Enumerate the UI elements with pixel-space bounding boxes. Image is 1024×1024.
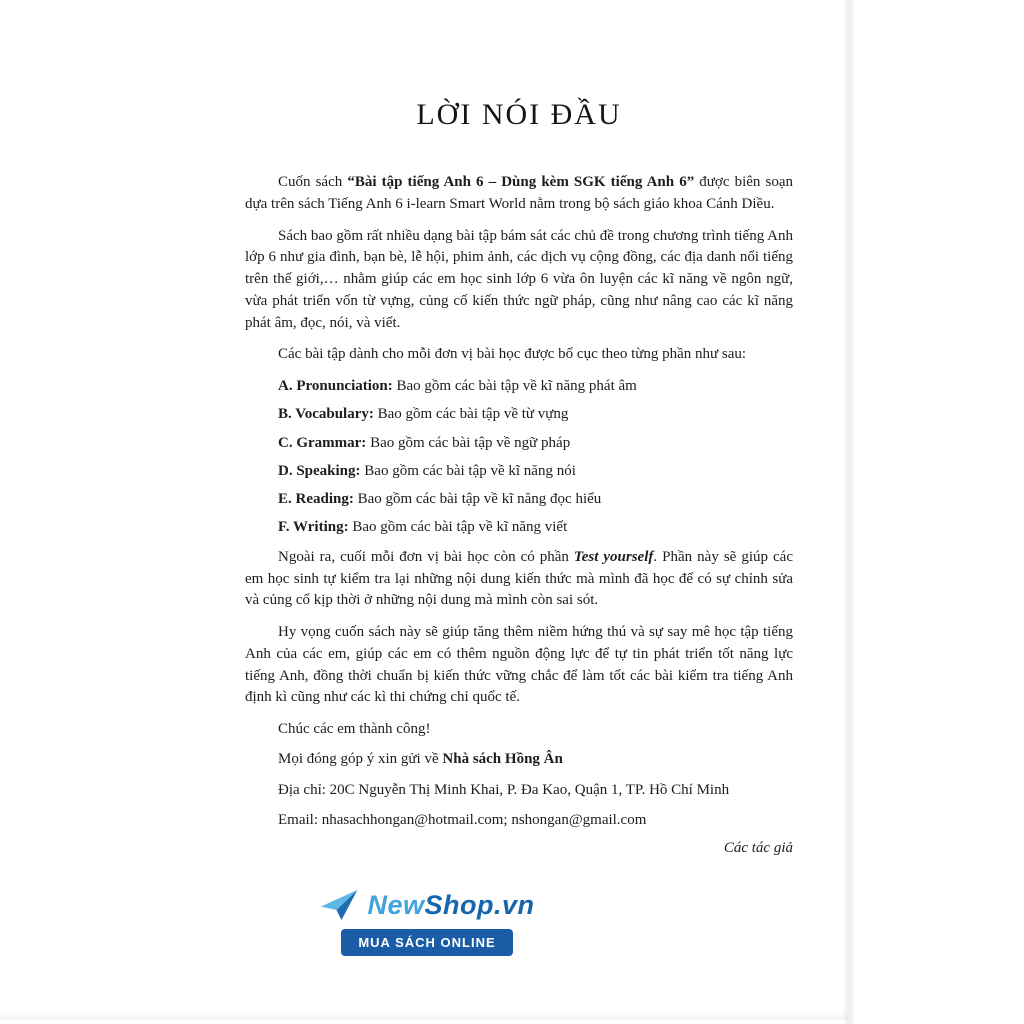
paragraph-hope: Hy vọng cuốn sách này sẽ giúp tăng thêm niềm hứng thú và sự say mê học tập tiếng Anh của các em, giúp các em có thêm nguồn động lực để tự tin phát triển tốt năng lực tiếng Anh, đồng thời chuẩn bị kiến thức vững chắc để làm tốt các bài kiểm tra tiếng Anh định kì cũng như các kì thi chứng chỉ quốc tế. [245, 624, 793, 706]
signature: Các tác giả [723, 840, 793, 857]
paragraph-text-run: . Phần này sẽ giúp các em học sinh tự kiểm tra lại những nội dung kiến thức mà mình đã học để có sự chỉnh sửa và củng cố kịp thời ở những nội dung mà mình còn sai sót. [245, 548, 793, 609]
section-label: B. Vocabulary: [278, 406, 374, 423]
paragraph-test-yourself [245, 547, 793, 612]
publisher-name-bold: Nhà sách Hồng Ân [442, 751, 563, 768]
section-item-writing [245, 517, 793, 538]
section-text: Bao gồm các bài tập về kĩ năng nói [360, 462, 576, 479]
newshop-arrow-icon [319, 888, 359, 922]
section-label: D. Speaking: [278, 462, 361, 479]
section-text: Bao gồm các bài tập về kĩ năng phát âm [392, 378, 637, 394]
section-text: Bao gồm các bài tập về kĩ năng viết [348, 519, 568, 536]
newshop-logo [0, 888, 854, 956]
section-label: E. Reading: [278, 491, 354, 508]
section-label: F. Writing: [278, 519, 349, 536]
address-line: Địa chỉ: 20C Nguyễn Thị Minh Khai, P. Đa Kao, Quận 1, TP. Hồ Chí Minh [278, 781, 730, 798]
paragraph-text-run: Cuốn sách [278, 174, 348, 190]
section-text: Bao gồm các bài tập về ngữ pháp [366, 434, 571, 451]
newshop-logo-row [319, 888, 534, 922]
paragraph-text-run: được biên soạn dựa trên sách Tiếng Anh 6 i-learn Smart World nằm trong bộ sách giáo khoa Cánh Diều. [245, 174, 794, 212]
page-bottom-shadow [0, 1010, 848, 1020]
section-item-vocabulary [245, 404, 793, 425]
logo-word-vn: .vn [494, 889, 535, 920]
section-label: C. Grammar: [278, 434, 367, 451]
email-line: Email: nhasachhongan@hotmail.com; nshongan@gmail.com [278, 811, 647, 828]
paragraph-structure-lead: Các bài tập dành cho mỗi đơn vị bài học được bố cục theo từng phần như sau: [278, 346, 747, 363]
section-text: Bao gồm các bài tập về từ vựng [373, 406, 569, 423]
book-title-bold: “Bài tập tiếng Anh 6 – Dùng kèm SGK tiếng Anh 6” [347, 174, 695, 190]
section-item-pronunciation [245, 376, 793, 397]
section-text: Bao gồm các bài tập về kĩ năng đọc hiểu [353, 491, 602, 508]
page-edge-shadow [842, 0, 856, 1024]
section-item-speaking [245, 461, 793, 482]
paragraph-overview: Sách bao gồm rất nhiều dạng bài tập bám sát các chủ đề trong chương trình tiếng Anh lớp 6 như gia đình, bạn bè, lễ hội, phim ảnh, các dịch vụ cộng đồng, các địa danh nổi tiếng trên thế giới,… nhằm giúp các em học sinh lớp 6 vừa ôn luyện các kĩ năng về ngôn ngữ, vừa phát triển vốn từ vựng, củng cố kiến thức ngữ pháp, cũng như nâng cao các kĩ năng phát âm, đọc, nói, và viết. [245, 227, 793, 331]
paragraph-text-run: Mọi đóng góp ý xin gửi về [278, 751, 443, 768]
logo-word-new: New [367, 889, 425, 920]
paragraph-text-run: Ngoài ra, cuối mỗi đơn vị bài học còn có phần [278, 548, 574, 565]
section-list [245, 376, 793, 539]
newshop-wordmark [367, 890, 534, 921]
section-label: A. Pronunciation: [278, 378, 393, 394]
page-title: LỜI NÓI ĐẦU [416, 98, 622, 131]
page-content [245, 98, 793, 857]
logo-word-shop: Shop [424, 889, 494, 920]
contact-intro-line [245, 749, 793, 770]
paragraph-intro [245, 172, 793, 216]
closing-line: Chúc các em thành công! [278, 721, 431, 738]
test-yourself-emphasis: Test yourself [573, 548, 654, 565]
section-item-reading [245, 489, 793, 510]
logo-tagline-badge: MUA SÁCH ONLINE [341, 929, 512, 956]
section-item-grammar [245, 433, 793, 454]
